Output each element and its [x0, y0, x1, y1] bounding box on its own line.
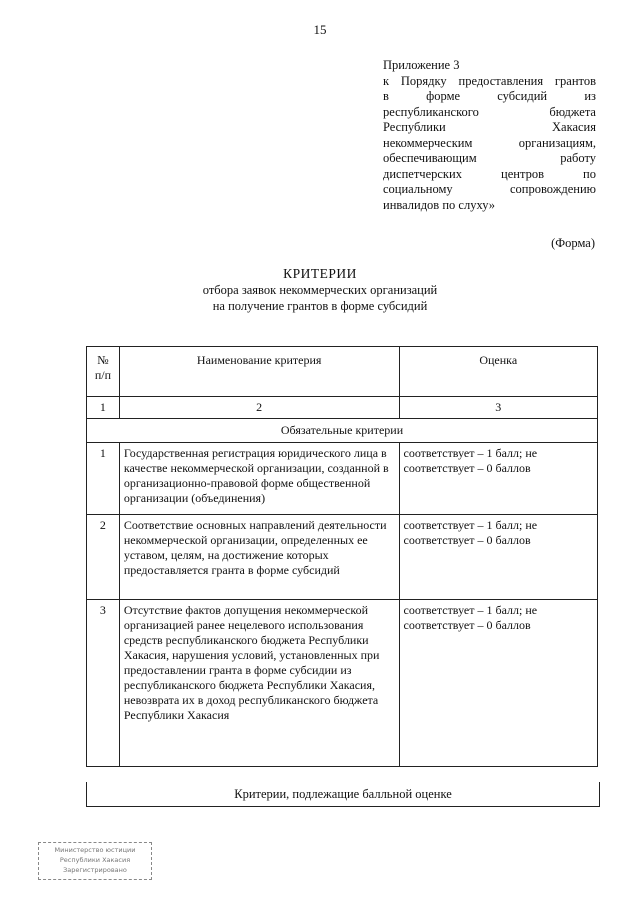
appendix-line: республиканского бюджета: [383, 104, 596, 119]
criteria-table: [86, 346, 598, 767]
header-num: № п/п: [87, 347, 120, 397]
stamp-line: Республики Хакасия: [59, 856, 131, 864]
row-number: 2: [87, 515, 120, 600]
section-title: Обязательные критерии: [87, 419, 598, 443]
criterion-name: Отсутствие фактов допущения некоммерческой организацией ранее нецелевого использования средств республиканского бюджета Республики Хакасия, нарушения условий, установленных при предоставлении гранта в форме субсидии из республиканского бюджета Республики Хакасия, невозврата их в доход республиканского бюджета Республики Хакасия: [119, 600, 399, 767]
appendix-line: Приложение 3: [383, 58, 460, 72]
appendix-line: к Порядку предоставления грантов: [383, 73, 596, 88]
criterion-score: соответствует – 1 балл; не соответствует – 0 баллов: [399, 600, 597, 767]
column-number: 1: [87, 397, 120, 419]
table-row: [87, 600, 598, 767]
appendix-line: Республики Хакасия: [383, 120, 596, 134]
criterion-score: соответствует – 1 балл; не соответствует – 0 баллов: [399, 443, 597, 515]
document-title: [0, 266, 640, 314]
appendix-heading: [383, 58, 596, 213]
title-main: КРИТЕРИИ: [283, 266, 357, 281]
table-header-row: [87, 347, 598, 397]
criterion-score: соответствует – 1 балл; не соответствует – 0 баллов: [399, 515, 597, 600]
title-subtitle-line: отбора заявок некоммерческих организаций: [202, 283, 438, 297]
table-row: [87, 443, 598, 515]
appendix-line: в форме субсидий из: [383, 89, 596, 103]
column-number: 2: [119, 397, 399, 419]
title-subtitle-line: на получение грантов в форме субсидий: [212, 299, 428, 313]
page-number: 15: [313, 22, 327, 37]
column-number-row: [87, 397, 598, 419]
row-number: 3: [87, 600, 120, 767]
criterion-name: Государственная регистрация юридического лица в качестве некоммерческой организации, созданной в организационно-правовой форме общественной организации (объединения): [119, 443, 399, 515]
appendix-line: социальному сопровождению: [383, 182, 596, 196]
appendix-line: диспетчерских центров по: [383, 166, 596, 181]
appendix-line: инвалидов по слуху»: [383, 197, 496, 212]
stamp-line: Министерство юстиции: [54, 846, 136, 854]
registration-stamp: [38, 842, 152, 880]
appendix-line: некоммерческим организациям,: [383, 135, 596, 150]
header-score: Оценка: [399, 347, 597, 397]
section-row-mandatory: [87, 419, 598, 443]
column-number: 3: [399, 397, 597, 419]
form-label: (Форма): [551, 236, 595, 250]
row-number: 1: [87, 443, 120, 515]
appendix-line: обеспечивающим работу: [383, 151, 596, 165]
header-name: Наименование критерия: [119, 347, 399, 397]
stamp-line: Зарегистрировано: [63, 866, 127, 874]
table-row: [87, 515, 598, 600]
section-row-scored: Критерии, подлежащие балльной оценке: [86, 782, 600, 807]
criterion-name: Соответствие основных направлений деятельности некоммерческой организации, определенных ее уставом, целям, на достижение которых предоставляется гранта в форме субсидий: [119, 515, 399, 600]
